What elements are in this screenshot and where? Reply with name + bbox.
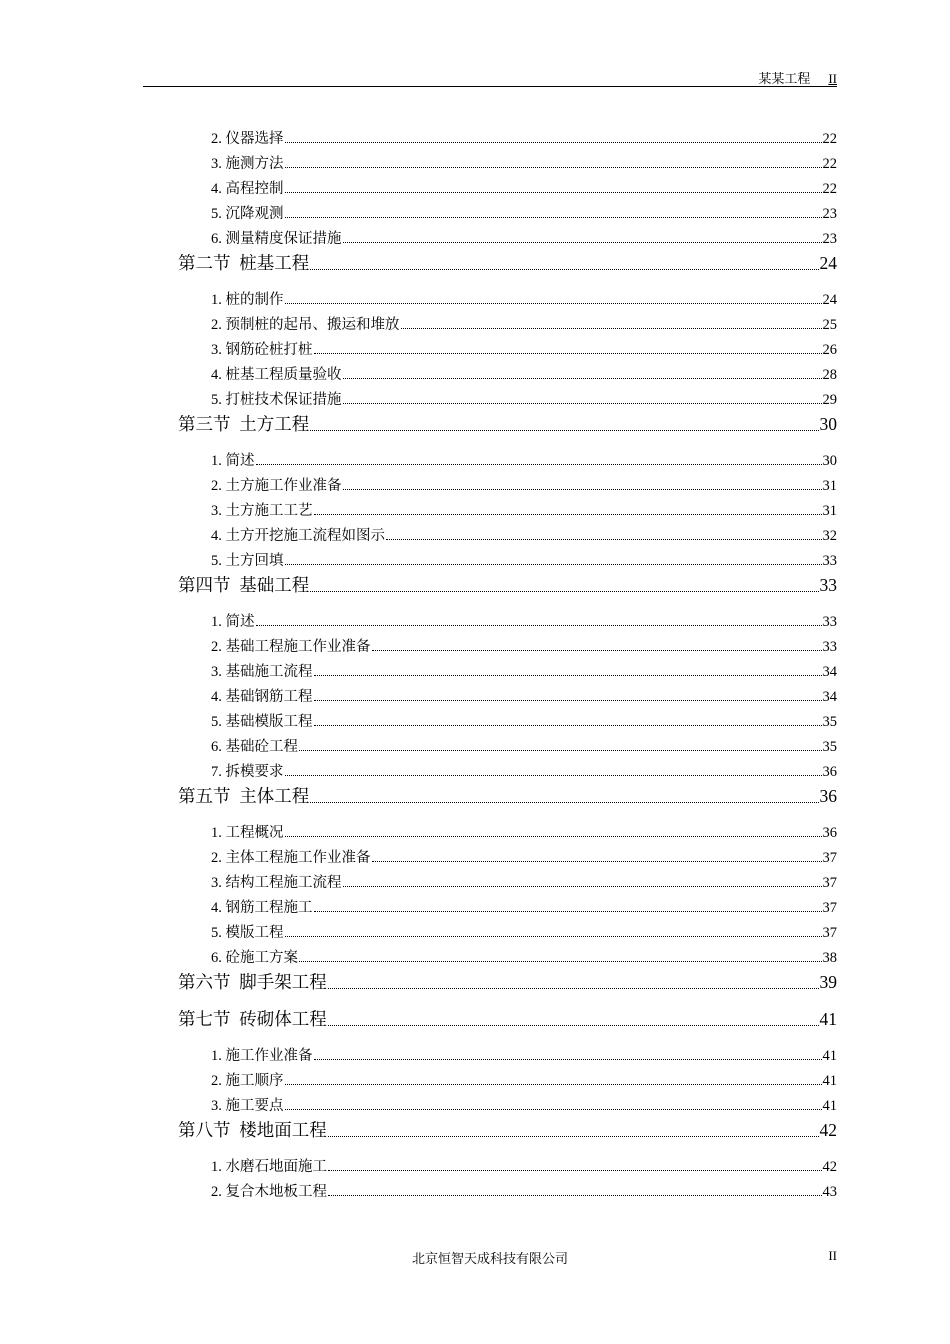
toc-entry-row[interactable] (211, 152, 837, 172)
toc-page-number: 34 (822, 664, 837, 680)
toc-label: 6. 砼施工方案 (211, 950, 298, 966)
toc-page-number: 37 (822, 875, 837, 891)
toc-entry-row[interactable] (211, 635, 837, 655)
toc-label: 2. 复合木地板工程 (211, 1184, 327, 1200)
toc-page-number: 26 (822, 342, 837, 358)
toc-page-number: 38 (822, 950, 837, 966)
toc-label: 第二节 桩基工程 (178, 253, 310, 273)
toc-entry-row[interactable] (211, 1155, 837, 1175)
toc-section-row[interactable] (178, 783, 837, 807)
toc-label: 7. 拆模要求 (211, 764, 284, 780)
toc-page-number: 36 (822, 764, 837, 780)
toc-dot-leader (372, 650, 822, 651)
toc-dot-leader (343, 378, 822, 379)
toc-page-number: 41 (822, 1098, 837, 1114)
toc-entry-row[interactable] (211, 821, 837, 841)
toc-dot-leader (314, 353, 822, 354)
toc-entry-row[interactable] (211, 1069, 837, 1089)
toc-page-number: 37 (822, 925, 837, 941)
toc-dot-leader (256, 625, 822, 626)
toc-page-number: 33 (822, 614, 837, 630)
toc-page-number: 31 (822, 503, 837, 519)
toc-page-number: 43 (822, 1184, 837, 1200)
toc-label: 2. 预制桩的起吊、搬运和堆放 (211, 317, 400, 333)
toc-label: 2. 主体工程施工作业准备 (211, 850, 371, 866)
toc-entry-row[interactable] (211, 1180, 837, 1200)
toc-label: 5. 模版工程 (211, 925, 284, 941)
toc-entry-row[interactable] (211, 685, 837, 705)
toc-dot-leader (401, 328, 822, 329)
toc-entry-row[interactable] (211, 449, 837, 469)
toc-page-number: 30 (819, 414, 837, 434)
toc-page-number: 32 (822, 528, 837, 544)
toc-section-row[interactable] (178, 250, 837, 274)
toc-dot-leader (299, 750, 822, 751)
toc-dot-leader (285, 303, 822, 304)
toc-entry-row[interactable] (211, 1094, 837, 1114)
toc-page-number: 41 (822, 1048, 837, 1064)
toc-dot-leader (310, 430, 818, 431)
toc-dot-leader (285, 564, 822, 565)
toc-page-number: 23 (822, 206, 837, 222)
toc-entry-row[interactable] (211, 549, 837, 569)
toc-label: 第四节 基础工程 (178, 575, 310, 595)
toc-entry-row[interactable] (211, 846, 837, 866)
toc-dot-leader (343, 403, 822, 404)
toc-entry-row[interactable] (211, 946, 837, 966)
toc-page-number: 25 (822, 317, 837, 333)
toc-dot-leader (328, 1136, 819, 1137)
toc-label: 6. 测量精度保证措施 (211, 231, 342, 247)
toc-entry-row[interactable] (211, 499, 837, 519)
toc-page-number: 33 (822, 553, 837, 569)
toc-entry-row[interactable] (211, 202, 837, 222)
toc-dot-leader (343, 242, 822, 243)
toc-label: 1. 工程概况 (211, 825, 284, 841)
toc-label: 5. 土方回填 (211, 553, 284, 569)
toc-dot-leader (285, 142, 822, 143)
toc-dot-leader (343, 886, 822, 887)
toc-page-number: 42 (819, 1120, 837, 1140)
toc-label: 1. 施工作业准备 (211, 1048, 313, 1064)
toc-dot-leader (256, 464, 822, 465)
toc-entry-row[interactable] (211, 127, 837, 147)
toc-dot-leader (386, 539, 822, 540)
toc-entry-row[interactable] (211, 610, 837, 630)
toc-page-number: 23 (822, 231, 837, 247)
toc-page-number: 36 (819, 786, 837, 806)
toc-dot-leader (299, 961, 822, 962)
toc-dot-leader (328, 988, 819, 989)
toc-label: 第八节 楼地面工程 (178, 1120, 327, 1140)
toc-dot-leader (314, 911, 822, 912)
toc-entry-row[interactable] (211, 524, 837, 544)
toc-dot-leader (285, 167, 822, 168)
toc-label: 第三节 土方工程 (178, 414, 310, 434)
toc-page-number: 35 (822, 714, 837, 730)
toc-label: 4. 基础钢筋工程 (211, 689, 313, 705)
toc-label: 3. 钢筋砼桩打桩 (211, 342, 313, 358)
toc-label: 第六节 脚手架工程 (178, 972, 327, 992)
toc-page-number: 42 (822, 1159, 837, 1175)
toc-dot-leader (314, 725, 822, 726)
toc-label: 1. 桩的制作 (211, 292, 284, 308)
toc-entry-row[interactable] (211, 313, 837, 333)
toc-dot-leader (285, 1084, 822, 1085)
toc-label: 4. 高程控制 (211, 181, 284, 197)
page-footer (143, 1248, 837, 1268)
toc-dot-leader (310, 269, 818, 270)
toc-entry-row[interactable] (211, 177, 837, 197)
toc-label: 第七节 砖砌体工程 (178, 1009, 327, 1029)
toc-label: 1. 简述 (211, 453, 255, 469)
toc-entry-row[interactable] (211, 660, 837, 680)
toc-page-number: 37 (822, 900, 837, 916)
toc-dot-leader (328, 1025, 819, 1026)
toc-page-number: 33 (822, 639, 837, 655)
toc-label: 4. 钢筋工程施工 (211, 900, 313, 916)
header-title: 某某工程 (758, 71, 811, 86)
toc-dot-leader (285, 1109, 822, 1110)
toc-page-number: 31 (822, 478, 837, 494)
toc-label: 1. 简述 (211, 614, 255, 630)
toc-entry-row[interactable] (211, 921, 837, 941)
toc-dot-leader (314, 1059, 822, 1060)
toc-dot-leader (285, 775, 822, 776)
toc-label: 2. 基础工程施工作业准备 (211, 639, 371, 655)
toc-dot-leader (285, 936, 822, 937)
toc-dot-leader (314, 700, 822, 701)
toc-dot-leader (285, 836, 822, 837)
toc-dot-leader (314, 675, 822, 676)
toc-dot-leader (310, 591, 818, 592)
toc-page-number: 36 (822, 825, 837, 841)
footer-page-number: II (828, 1248, 837, 1263)
toc-page-number: 41 (822, 1073, 837, 1089)
toc-dot-leader (285, 217, 822, 218)
toc-label: 5. 基础模版工程 (211, 714, 313, 730)
toc-dot-leader (328, 1170, 822, 1171)
toc-label: 2. 土方施工作业准备 (211, 478, 342, 494)
toc-page-number: 37 (822, 850, 837, 866)
toc-label: 3. 施测方法 (211, 156, 284, 172)
toc-entry-row[interactable] (211, 896, 837, 916)
toc-label: 3. 结构工程施工流程 (211, 875, 342, 891)
header-page-number: II (828, 71, 837, 86)
toc-dot-leader (372, 861, 822, 862)
toc-entry-row[interactable] (211, 1044, 837, 1064)
toc-page-number: 34 (822, 689, 837, 705)
toc-entry-row[interactable] (211, 474, 837, 494)
toc-entry-row[interactable] (211, 288, 837, 308)
toc-entry-row[interactable] (211, 227, 837, 247)
toc-section-row[interactable] (178, 572, 837, 596)
toc-section-row[interactable] (178, 411, 837, 435)
toc-dot-leader (328, 1195, 822, 1196)
toc-label: 3. 土方施工工艺 (211, 503, 313, 519)
toc-label: 2. 仪器选择 (211, 131, 284, 147)
toc-dot-leader (285, 192, 822, 193)
toc-page-number: 29 (822, 392, 837, 408)
toc-page-number: 41 (819, 1009, 837, 1029)
toc-page-number: 22 (822, 181, 837, 197)
toc-entry-row[interactable] (211, 338, 837, 358)
toc-label: 4. 土方开挖施工流程如图示 (211, 528, 385, 544)
toc-page-number: 35 (822, 739, 837, 755)
toc-page-number: 24 (822, 292, 837, 308)
toc-page-number: 22 (822, 156, 837, 172)
toc-section-row[interactable] (178, 969, 837, 993)
toc-page-number: 22 (822, 131, 837, 147)
toc-label: 第五节 主体工程 (178, 786, 310, 806)
toc-entry-row[interactable] (211, 363, 837, 383)
toc-label: 3. 施工要点 (211, 1098, 284, 1114)
toc-section-row[interactable] (178, 1006, 837, 1030)
toc-page-number: 24 (819, 253, 837, 273)
toc-entry-row[interactable] (211, 710, 837, 730)
toc-label: 5. 沉降观测 (211, 206, 284, 222)
toc-label: 2. 施工顺序 (211, 1073, 284, 1089)
toc-page-number: 28 (822, 367, 837, 383)
toc-page-number: 33 (819, 575, 837, 595)
footer-company: 北京恒智天成科技有限公司 (411, 1251, 568, 1266)
toc-entry-row[interactable] (211, 871, 837, 891)
toc-page-number: 39 (819, 972, 837, 992)
toc-entry-row[interactable] (211, 735, 837, 755)
toc-label: 3. 基础施工流程 (211, 664, 313, 680)
toc-label: 4. 桩基工程质量验收 (211, 367, 342, 383)
toc-dot-leader (343, 489, 822, 490)
toc-label: 6. 基础砼工程 (211, 739, 298, 755)
toc-label: 5. 打桩技术保证措施 (211, 392, 342, 408)
toc-section-row[interactable] (178, 1117, 837, 1141)
toc-label: 1. 水磨石地面施工 (211, 1159, 327, 1175)
toc-page-number: 30 (822, 453, 837, 469)
toc-entry-row[interactable] (211, 760, 837, 780)
toc-dot-leader (314, 514, 822, 515)
toc-dot-leader (310, 802, 818, 803)
toc-entry-row[interactable] (211, 388, 837, 408)
